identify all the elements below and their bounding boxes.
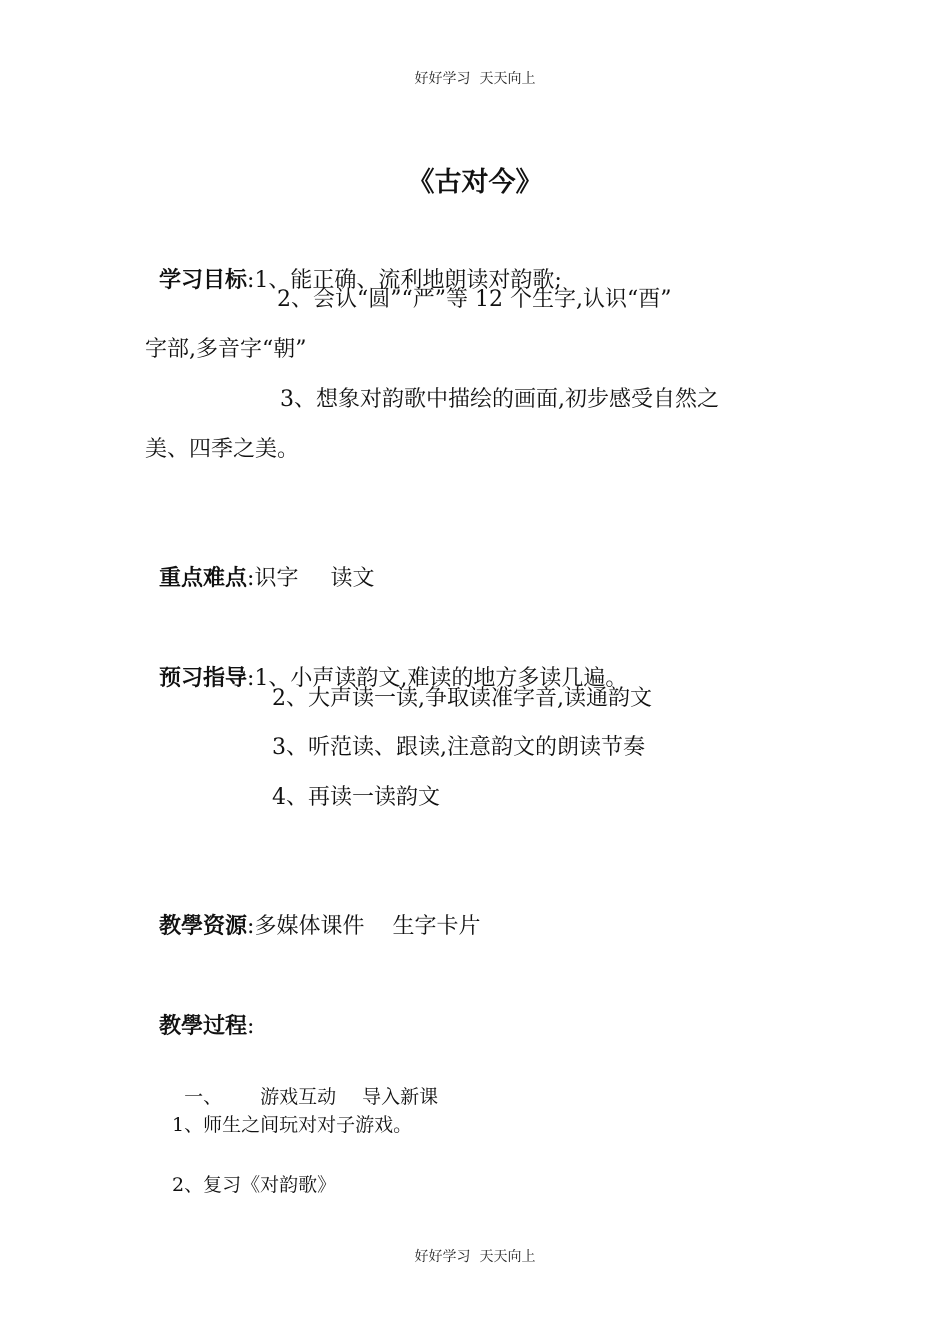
section-1-title-a: 游戏互动 [260,1086,337,1108]
preview-item-1: 1、小声读韵文,难读的地方多读几遍。 [254,666,628,691]
resource-a: 多媒体课件 [254,914,365,939]
preview-item-4: 4、再读一读韵文 [272,785,440,810]
goal-item-2: 2、会认“圆”“严”等 12 个生字,认识“酉” [277,287,672,312]
key-points-colon: : [247,566,255,591]
key-points-row [145,534,374,594]
process-colon: : [247,1014,255,1039]
process-row [145,982,254,1042]
resource-b: 生字卡片 [392,914,481,939]
key-points-label: 重点难点 [159,566,248,591]
document-title: 《古对今》 [407,167,543,198]
goals-label: 学习目标 [159,268,248,293]
resources-label: 教學资源 [159,914,248,939]
goal-item-3-cont: 美、四季之美。 [145,437,300,462]
preview-item-2: 2、大声读一读,争取读准字音,读通韵文 [272,686,652,711]
preview-label: 预习指导 [159,666,248,691]
process-section-1 [172,1058,438,1110]
section-1-title-b: 导入新课 [362,1086,439,1108]
key-point-a: 识字 [254,566,299,591]
goal-item-2-cont: 字部,多音字“朝” [145,337,307,362]
page-header: 好好学习 天天向上 [414,71,536,87]
preview-colon: : [247,666,255,691]
goal-item-3: 3、想象对韵歌中描绘的画面,初步感受自然之 [280,387,719,412]
resources-row [145,882,480,942]
page-footer: 好好学习 天天向上 [414,1249,536,1265]
resources-colon: : [247,914,255,939]
process-step-1: 1、师生之间玩对对子游戏。 [172,1114,413,1136]
process-step-2: 2、复习《对韵歌》 [172,1174,337,1196]
goal-item-1: 1、能正确、流利地朗读对韵歌; [254,268,562,293]
section-1-number: 一、 [184,1086,223,1108]
key-point-b: 读文 [330,566,375,591]
goals-colon: : [247,268,255,293]
preview-item-3: 3、听范读、跟读,注意韵文的朗读节奏 [272,735,645,760]
process-label: 教學过程 [159,1014,248,1039]
